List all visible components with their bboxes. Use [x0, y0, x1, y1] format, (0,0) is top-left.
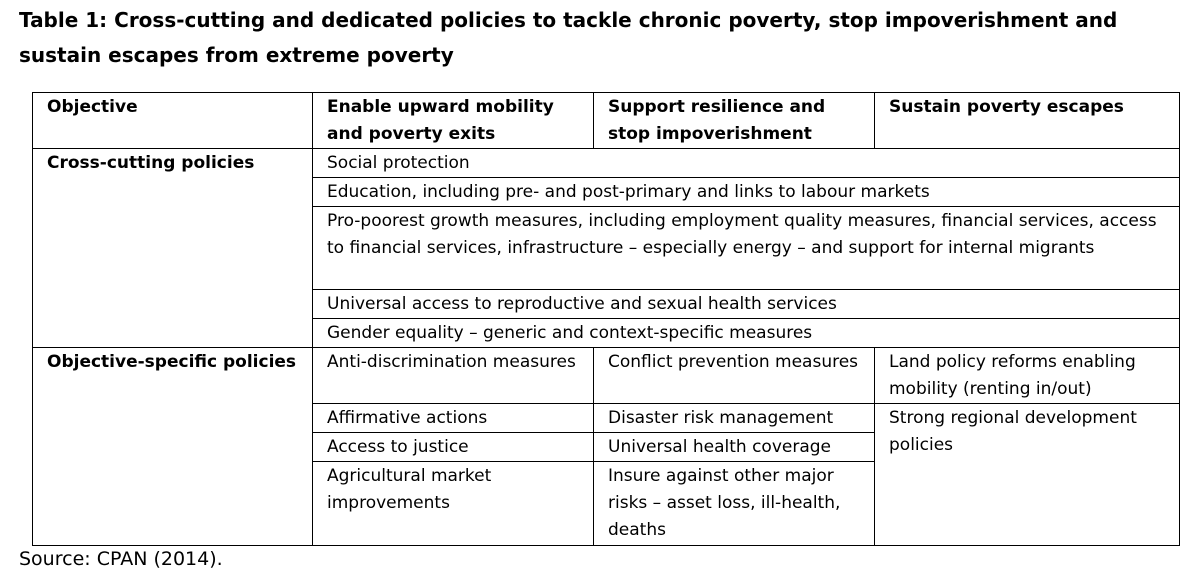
row-label-cross-cutting: Cross-cutting policies — [33, 149, 313, 348]
cross-cutting-item: Universal access to reproductive and sexual health services — [313, 290, 1180, 319]
upward-mobility-policy: Agricultural market improvements — [313, 462, 594, 546]
table-row — [33, 348, 1180, 404]
source-note: Source: CPAN (2014). — [19, 548, 223, 570]
header-cell-objective: Objective — [33, 93, 313, 149]
resilience-policy: Disaster risk management — [594, 404, 875, 433]
header-cell-sustain-escapes: Sustain poverty escapes — [875, 93, 1180, 149]
sustain-escapes-policy: Land policy reforms enabling mobility (renting in/out) — [875, 348, 1180, 404]
sustain-escapes-policy: Strong regional development policies — [875, 404, 1180, 546]
resilience-policy: Universal health coverage — [594, 433, 875, 462]
cross-cutting-item: Pro-poorest growth measures, including employment quality measures, financial services, access to financial services, infrastructure – especially energy – and support for internal migrants — [313, 207, 1180, 290]
policy-table — [32, 92, 1180, 546]
upward-mobility-policy: Access to justice — [313, 433, 594, 462]
cross-cutting-item: Education, including pre- and post-primary and links to labour markets — [313, 178, 1180, 207]
cross-cutting-item: Gender equality – generic and context-specific measures — [313, 319, 1180, 348]
upward-mobility-policy: Affirmative actions — [313, 404, 594, 433]
table-title: Table 1: Cross-cutting and dedicated policies to tackle chronic poverty, stop impoverishment and sustain escapes from extreme poverty — [19, 8, 1118, 67]
table-row — [33, 149, 1180, 178]
resilience-policy: Conflict prevention measures — [594, 348, 875, 404]
row-label-objective-specific: Objective-specific policies — [33, 348, 313, 546]
upward-mobility-policy: Anti-discrimination measures — [313, 348, 594, 404]
header-cell-upward-mobility: Enable upward mobility and poverty exits — [313, 93, 594, 149]
cross-cutting-item: Social protection — [313, 149, 1180, 178]
header-cell-resilience: Support resilience and stop impoverishment — [594, 93, 875, 149]
resilience-policy: Insure against other major risks – asset loss, ill-health, deaths — [594, 462, 875, 546]
header-row — [33, 93, 1180, 149]
